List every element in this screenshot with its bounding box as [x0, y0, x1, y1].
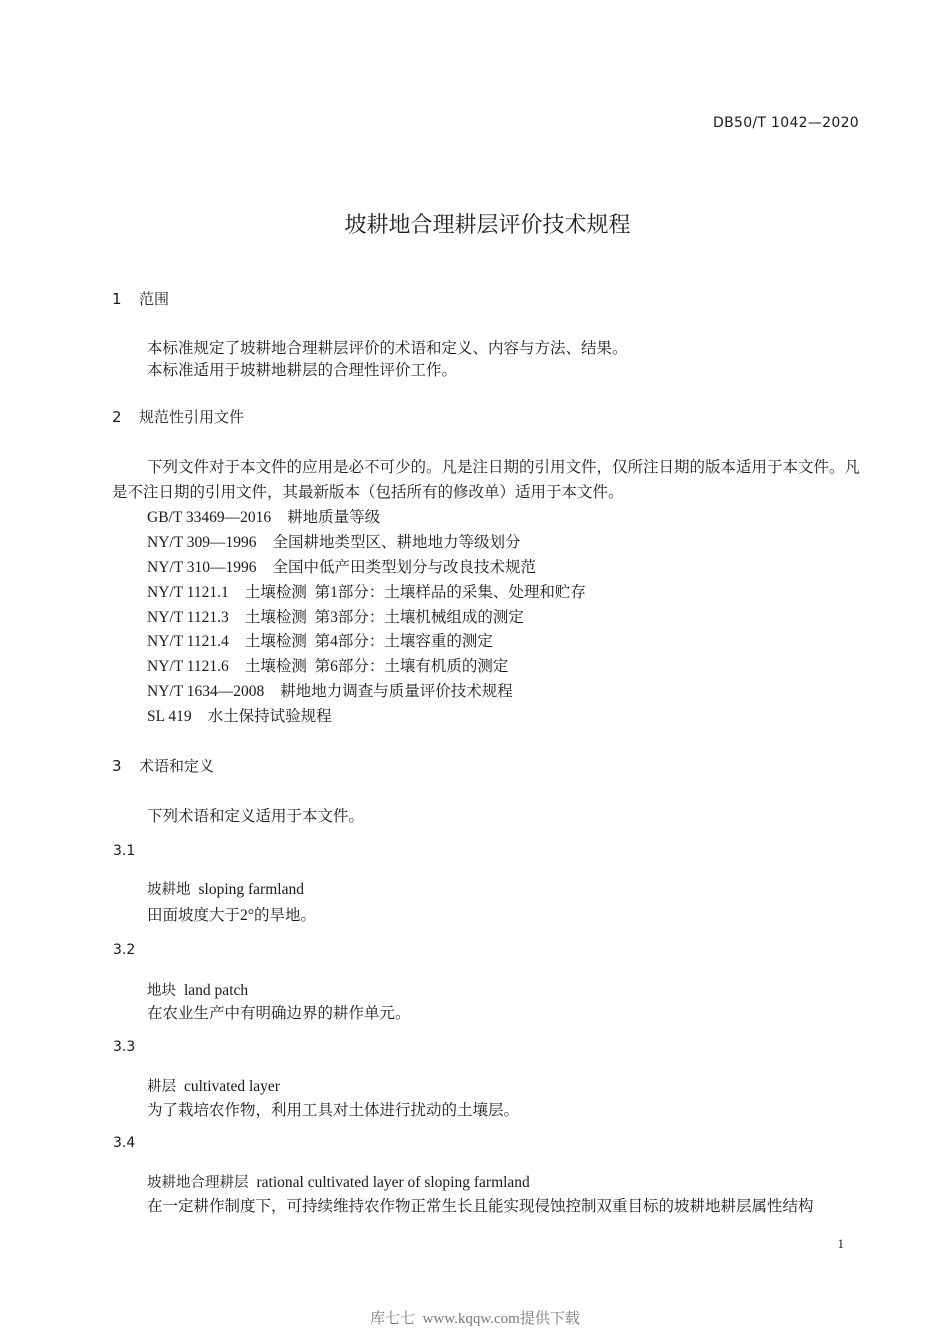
term-definition: 为了栽培农作物，利用工具对土体进行扰动的土壤层。: [147, 1102, 520, 1119]
term-english: rational cultivated layer of sloping farmland: [256, 1174, 530, 1191]
term-definition: 在农业生产中有明确边界的耕作单元。: [147, 1005, 411, 1022]
reference-item: [147, 580, 586, 602]
section-number: 1: [112, 290, 122, 308]
term-heading: [147, 1171, 530, 1192]
term-heading: [147, 878, 304, 899]
terms-intro: 下列术语和定义适用于本文件。: [147, 808, 365, 825]
term-number: 3.2: [113, 942, 136, 958]
section-3-heading: [112, 755, 214, 776]
scope-line: 本标准适用于坡耕地耕层的合理性评价工作。: [147, 362, 458, 379]
references-intro: 下列文件对于本文件的应用是必不可少的。凡是注日期的引用文件，仅所注日期的版本适用于本文件。凡是不注日期的引用文件，其最新版本（包括所有的修改单）适用于本文件。: [112, 459, 861, 501]
term-number: 3.4: [113, 1135, 136, 1151]
term-english: sloping farmland: [198, 881, 304, 898]
term-chinese: 坡耕地: [147, 882, 191, 898]
section-title: 范围: [139, 290, 170, 308]
section-title: 规范性引用文件: [139, 408, 245, 426]
download-watermark: 库七七 www.kqqw.com提供下载: [370, 1311, 580, 1327]
term-english: cultivated layer: [184, 1078, 280, 1095]
reference-item: [147, 605, 524, 627]
term-definition: 在一定耕作制度下，可持续维持农作物正常生长且能实现侵蚀控制双重目标的坡耕地耕层属性结构: [147, 1198, 814, 1215]
section-2-heading: [112, 406, 244, 427]
reference-title: 耕地地力调查与质量评价技术规程: [280, 683, 513, 700]
term-chinese: 坡耕地合理耕层: [147, 1175, 249, 1191]
reference-item: [147, 679, 513, 701]
section-number: 2: [112, 408, 122, 426]
standard-code: DB50/T 1042—2020: [713, 115, 859, 131]
page-number: 1: [837, 1236, 844, 1251]
reference-code: NY/T 1121.1: [147, 584, 229, 601]
term-english: land patch: [184, 982, 249, 999]
section-title: 术语和定义: [139, 757, 215, 775]
reference-item: [147, 530, 521, 552]
reference-item: [147, 555, 536, 577]
reference-code: NY/T 309—1996: [147, 534, 257, 551]
reference-code: SL 419: [147, 708, 192, 725]
reference-title: 土壤检测 第4部分：土壤容重的测定: [244, 633, 493, 650]
term-number: 3.3: [113, 1039, 136, 1055]
section-1-heading: [112, 288, 169, 309]
reference-title: 土壤检测 第3部分：土壤机械组成的测定: [244, 609, 524, 626]
reference-item: [147, 629, 493, 651]
term-number: 3.1: [113, 843, 136, 859]
scope-line: 本标准规定了坡耕地合理耕层评价的术语和定义、内容与方法、结果。: [147, 340, 628, 357]
document-title: 坡耕地合理耕层评价技术规程: [344, 213, 631, 238]
term-chinese: 地块: [147, 983, 176, 999]
term-chinese: 耕层: [147, 1079, 176, 1095]
term-definition: 田面坡度大于2°的旱地。: [147, 907, 316, 924]
reference-code: NY/T 1634—2008: [147, 683, 265, 700]
reference-code: GB/T 33469—2016: [147, 509, 272, 526]
reference-title: 水土保持试验规程: [207, 708, 332, 725]
reference-title: 土壤检测 第6部分：土壤有机质的测定: [244, 658, 509, 675]
reference-title: 全国中低产田类型划分与改良技术规范: [272, 559, 537, 576]
reference-item: [147, 654, 508, 676]
reference-title: 土壤检测 第1部分：土壤样品的采集、处理和贮存: [244, 584, 586, 601]
term-heading: [147, 979, 248, 1000]
reference-item: [147, 505, 380, 527]
reference-code: NY/T 1121.6: [147, 658, 229, 675]
reference-item: [147, 704, 332, 726]
term-heading: [147, 1075, 280, 1096]
reference-title: 全国耕地类型区、耕地地力等级划分: [272, 534, 521, 551]
section-number: 3: [112, 757, 122, 775]
reference-title: 耕地质量等级: [287, 509, 381, 526]
reference-code: NY/T 310—1996: [147, 559, 257, 576]
reference-code: NY/T 1121.4: [147, 633, 229, 650]
reference-code: NY/T 1121.3: [147, 609, 229, 626]
